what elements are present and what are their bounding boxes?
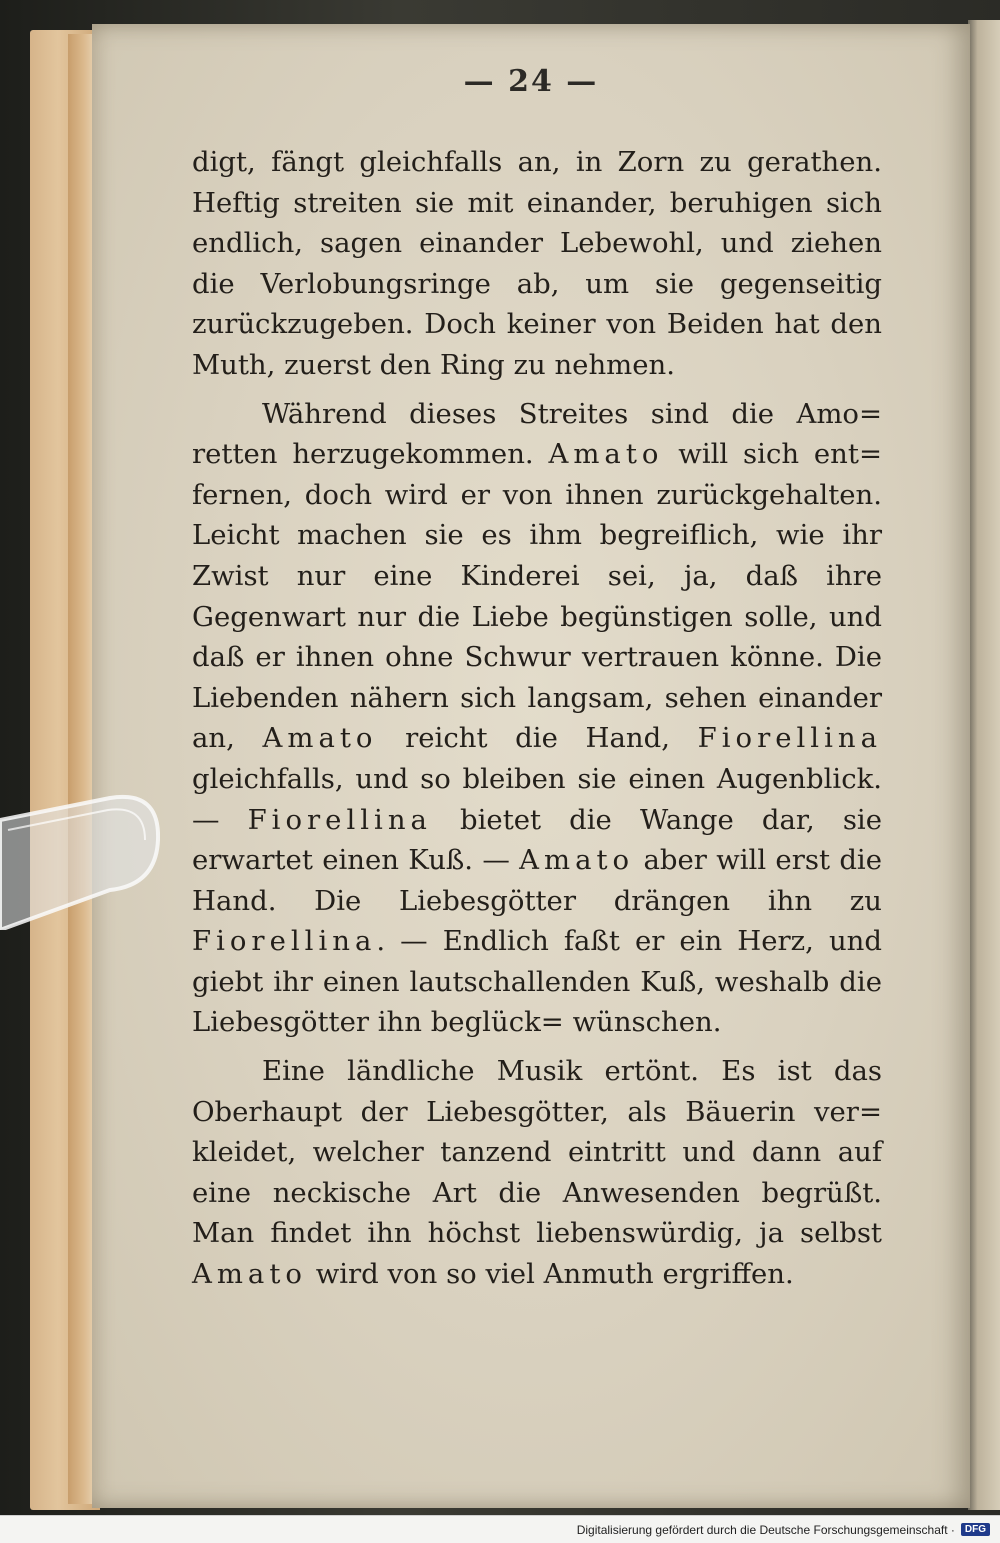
text-line: eine neckische Art die Anwesenden begrüßt. xyxy=(192,1176,882,1209)
text-line: endlich, sagen einander Lebewohl, und ziehen xyxy=(192,227,882,260)
text-line: Eine ländliche Musik ertönt. Es ist das xyxy=(262,1055,882,1088)
text-line: Heftig streiten sie mit einander, beruhigen sich xyxy=(192,186,882,219)
text-line: die Verlobungsringe ab, um sie gegenseitig xyxy=(192,267,882,300)
facing-page-edge xyxy=(968,20,1000,1510)
name-fiorellina: Fiorellina xyxy=(247,803,432,836)
digitization-footer xyxy=(0,1515,1000,1543)
text-line: Oberhaupt der Liebesgötter, als Bäuerin ver= xyxy=(192,1095,882,1128)
name-amato: Amato xyxy=(262,722,378,755)
name-amato: Amato xyxy=(548,438,664,471)
text-line: . — Endlich faßt xyxy=(376,925,620,958)
text-line: Kuß, weshalb die Liebesgötter ihn beglück= xyxy=(192,965,882,1039)
text-line: Leicht machen sie es ihm begreiflich, wie ihr xyxy=(192,519,882,552)
paragraph-1 xyxy=(192,142,882,386)
footer-credit-text: Digitalisierung gefördert durch die Deutsche Forschungsgemeinschaft · xyxy=(576,1522,955,1537)
text-line: den Muth, zuerst den Ring zu nehmen. xyxy=(192,308,882,381)
bookmark-clip-shape xyxy=(0,797,158,930)
text-line: Zwist nur eine Kinderei sei, ja, daß ihre xyxy=(192,559,882,592)
text-line: kleidet, welcher tanzend eintritt und dann auf xyxy=(192,1136,882,1169)
text-line: Während dieses Streites sind die Amo= xyxy=(262,397,882,430)
text-line: reicht die Hand, xyxy=(377,722,670,755)
text-line: er ein Herz, und giebt ihr einen lautschallenden xyxy=(192,925,882,998)
book-page-edges-inner xyxy=(68,34,94,1504)
text-line: zurückzugeben. Doch keiner von Beiden hat xyxy=(192,308,820,341)
text-line: aber will erst die Hand. Die Liebesgötter xyxy=(192,844,883,917)
text-line: sehen einander an, xyxy=(192,681,882,755)
paragraph-2 xyxy=(192,394,882,1044)
body-text xyxy=(192,142,882,1303)
text-line: und daß er ihnen ohne Schwur vertrauen xyxy=(192,600,882,674)
text-line: einen Augenblick. — xyxy=(192,762,883,836)
text-line: bietet die xyxy=(431,803,612,836)
text-line: Gegenwart nur die Liebe begünstigen solle, xyxy=(192,600,818,633)
name-amato: Amato xyxy=(519,844,635,877)
text-line: Man findet ihn höchst liebenswürdig, ja selbst xyxy=(192,1217,882,1250)
name-amato: Amato xyxy=(192,1258,307,1291)
name-fiorellina: Fiorellina xyxy=(192,925,377,958)
text-line: wünschen. xyxy=(572,1006,722,1039)
text-line: fernen, doch wird er von ihnen zurückgehalten. xyxy=(192,478,882,511)
page-number: — 24 — xyxy=(463,64,599,99)
paragraph-3 xyxy=(192,1051,882,1295)
text-line: wird von so viel Anmuth ergriffen. xyxy=(306,1258,794,1291)
text-line: Wange dar, sie erwartet einen Kuß. — xyxy=(192,803,883,877)
book-page xyxy=(92,24,970,1508)
dfg-logo: DFG xyxy=(961,1523,990,1536)
text-line: digt, fängt gleichfalls an, in Zorn zu gerathen. xyxy=(192,146,882,178)
text-line: gleichfalls, und so bleiben sie xyxy=(192,762,617,795)
text-line: retten herzugekommen. xyxy=(192,438,549,471)
text-line: könne. Die Liebenden nähern sich langsam, xyxy=(192,641,883,714)
text-line: drängen ihn zu xyxy=(613,884,882,917)
name-fiorellina: Fiorellina xyxy=(697,722,882,755)
plastic-bookmark-clip xyxy=(0,790,160,930)
text-line: will sich ent= xyxy=(663,438,882,471)
